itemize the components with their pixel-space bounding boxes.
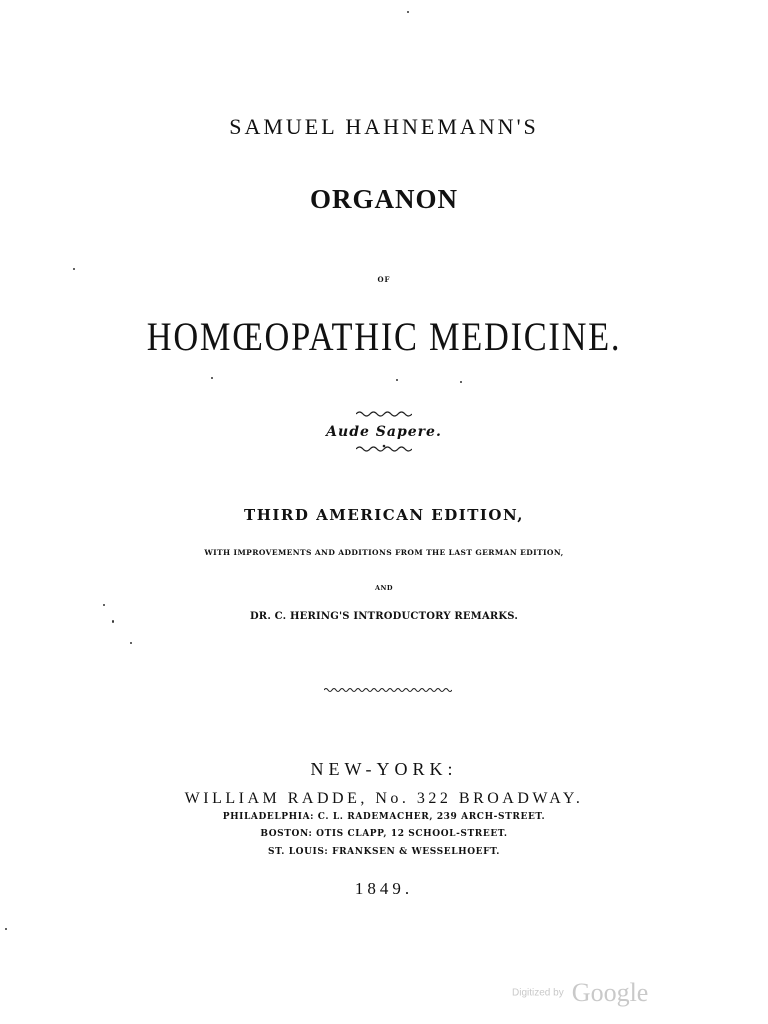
improvements-line: WITH IMPROVEMENTS AND ADDITIONS FROM THE LAST GERMAN EDITION,	[204, 548, 564, 557]
scan-speck	[407, 11, 409, 13]
watermark-brand: Google	[571, 978, 649, 1007]
title-connector: OF	[377, 275, 391, 284]
imprint-branch: ST. LOUIS: FRANKSEN & WESSELHOEFT.	[268, 847, 500, 857]
scan-speck	[396, 379, 398, 381]
watermark-prefix: Digitized by	[512, 987, 564, 999]
book-subject: HOMŒOPATHIC MEDICINE.	[146, 314, 622, 359]
remarks-line: DR. C. HERING'S INTRODUCTORY REMARKS.	[249, 611, 519, 622]
wavy-ornament-top	[356, 410, 412, 418]
wavy-rule-divider	[324, 686, 452, 694]
scan-speck	[460, 381, 462, 383]
author-line: SAMUEL HAHNEMANN'S	[229, 114, 539, 139]
wavy-ornament-bottom	[356, 444, 412, 454]
imprint-city: NEW-YORK:	[310, 759, 458, 779]
book-title: ORGANON	[310, 184, 458, 214]
imprint-publisher: WILLIAM RADDE, No. 322 BROADWAY.	[184, 790, 584, 807]
scan-speck	[211, 377, 213, 379]
imprint-branch: BOSTON: OTIS CLAPP, 12 SCHOOL-STREET.	[260, 829, 508, 839]
scan-speck	[73, 268, 75, 270]
motto: Aude Sapere.	[326, 424, 442, 440]
scan-speck	[112, 620, 114, 623]
imprint-branch: PHILADELPHIA: C. L. RADEMACHER, 239 ARCH-STREET.	[222, 812, 546, 822]
imprint-year: 1849.	[354, 879, 414, 898]
scan-speck	[130, 642, 132, 644]
edition-line: THIRD AMERICAN EDITION,	[244, 506, 524, 524]
digitized-watermark	[512, 978, 648, 1008]
scan-speck	[5, 928, 7, 930]
scan-speck	[103, 604, 105, 606]
and-line: AND	[374, 584, 394, 592]
